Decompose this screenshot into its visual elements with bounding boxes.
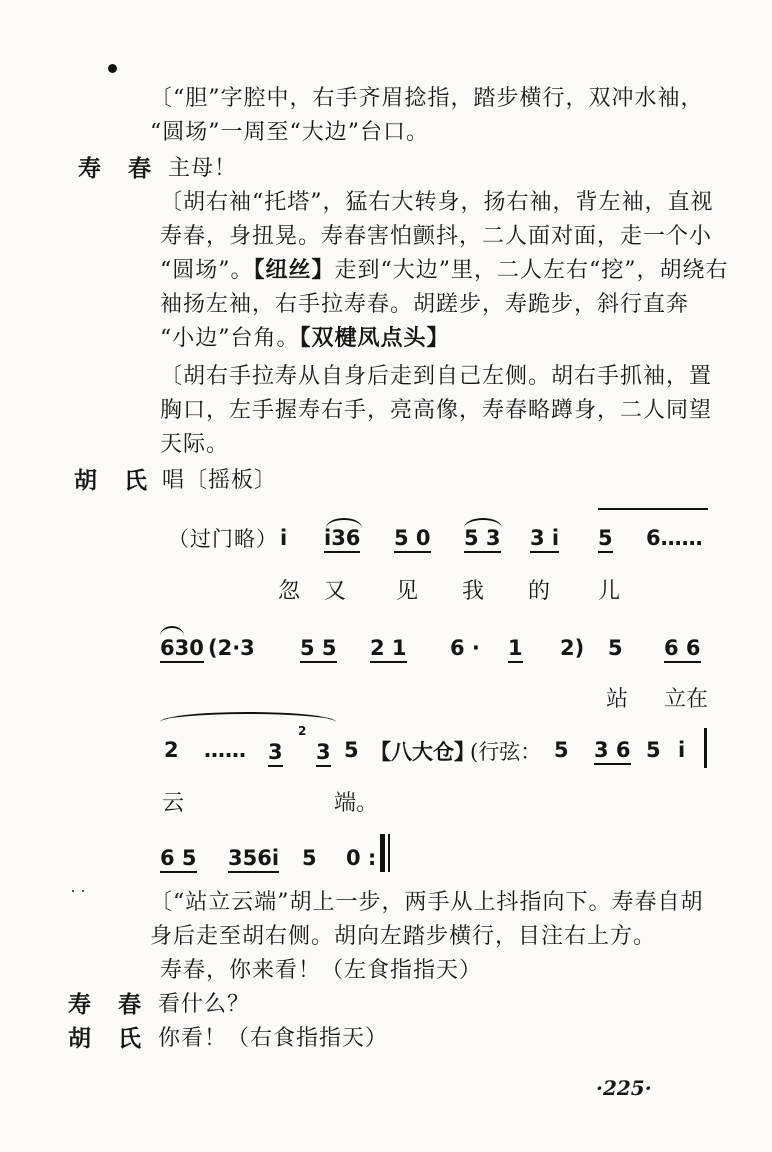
bar-line bbox=[704, 728, 707, 768]
music-cue: 【双楗凤点头】 bbox=[299, 326, 450, 351]
speaker-name: 胡 氏 bbox=[74, 468, 149, 494]
note: 3 bbox=[316, 740, 331, 767]
phrase-slur bbox=[598, 508, 708, 510]
stage-direction-line: 天际。 bbox=[160, 432, 230, 457]
note: 630 bbox=[160, 636, 204, 663]
note: 2 1 bbox=[370, 636, 407, 663]
stage-direction-line bbox=[160, 258, 729, 284]
stage-direction-line: 袖扬左袖，右手拉寿春。胡蹉步，寿跪步，斜行直奔 bbox=[160, 292, 690, 317]
note: 1 bbox=[508, 636, 523, 663]
stage-direction-line: 〔“胆”字腔中，右手齐眉捻指，踏步横行，双冲水袖， bbox=[150, 86, 704, 111]
stage-direction-line: 身后走至胡右侧。胡向左踏步横行，目注右上方。 bbox=[150, 924, 657, 949]
note: 3 i bbox=[530, 526, 559, 553]
note: i bbox=[678, 738, 686, 762]
stage-direction-line: “圆场”一周至“大边”台口。 bbox=[150, 120, 429, 145]
note: 5 bbox=[608, 636, 623, 660]
lyric: 又 bbox=[324, 579, 347, 604]
note: i36 bbox=[324, 526, 360, 553]
repeat-bar-line bbox=[380, 834, 385, 872]
dialogue-text: 唱〔摇板〕 bbox=[162, 468, 278, 493]
note: 5 bbox=[344, 738, 359, 762]
lyric: 忽 bbox=[278, 579, 301, 604]
lyric: 我 bbox=[462, 579, 485, 604]
lyric: 端。 bbox=[334, 791, 379, 816]
slur bbox=[160, 712, 336, 722]
dialogue-text: 看什么？ bbox=[158, 992, 251, 1017]
note: 2 bbox=[164, 738, 179, 762]
direction-text: “圆场”。 bbox=[160, 258, 254, 283]
note: i bbox=[280, 526, 288, 550]
direction-text: 走到“大边”里，二人左右“挖”，胡绕右 bbox=[334, 258, 729, 283]
music-cue: 【纽丝】 bbox=[253, 258, 335, 283]
note: 356i bbox=[228, 846, 279, 873]
stage-direction-line: 胸口，左手握寿右手，亮高像，寿春略蹲身，二人同望 bbox=[160, 398, 713, 423]
score-prefix: （过门略） bbox=[168, 527, 278, 551]
note: 3 bbox=[268, 740, 283, 767]
music-cue: 【八大仓】 bbox=[370, 740, 475, 764]
ink-dot bbox=[108, 64, 117, 73]
stage-direction-line: 寿春，身扭晃。寿春害怕颤抖，二人面对面，走一个小 bbox=[160, 224, 713, 249]
note: 2) bbox=[560, 636, 585, 660]
ink-speck bbox=[82, 890, 84, 892]
note: 6…… bbox=[646, 526, 703, 550]
lyric: 云 bbox=[162, 791, 185, 816]
score-prefix: (行弦： bbox=[470, 740, 542, 764]
speaker-name: 寿 春 bbox=[78, 156, 153, 182]
grace-note: 2 bbox=[298, 724, 307, 738]
note: 5 0 bbox=[394, 526, 431, 553]
stage-direction-line bbox=[160, 326, 450, 352]
stage-direction-line: 〔胡右手拉寿从自身后走到自己左侧。胡右手抓袖，置 bbox=[160, 364, 713, 389]
bullet-dot: · bbox=[596, 1076, 603, 1100]
page-number bbox=[596, 1076, 652, 1100]
lyric: 的 bbox=[528, 579, 551, 604]
direction-text: “小边”台角。 bbox=[160, 326, 300, 351]
ink-speck bbox=[72, 890, 74, 892]
lyric: 站 bbox=[606, 687, 629, 712]
note: 5 bbox=[554, 738, 569, 762]
dialogue-text: 主母！ bbox=[168, 156, 238, 181]
note: (2·3 bbox=[208, 636, 255, 660]
stage-direction-line: 〔“站立云端”胡上一步，两手从上抖指向下。寿春自胡 bbox=[150, 890, 704, 915]
bullet-dot: · bbox=[644, 1076, 652, 1100]
note: 6 6 bbox=[664, 636, 701, 663]
dialogue-text: 你看！（右食指指天） bbox=[158, 1026, 389, 1051]
note: 6 · bbox=[450, 636, 480, 660]
note: 3 6 bbox=[594, 738, 631, 765]
note: 5 bbox=[302, 846, 317, 870]
lyric: 儿 bbox=[598, 579, 621, 604]
note: 5 bbox=[646, 738, 661, 762]
note: 5 bbox=[598, 526, 613, 553]
page-number-value: 225 bbox=[602, 1076, 645, 1100]
note: 5 5 bbox=[300, 636, 337, 663]
note: 5 3 bbox=[464, 526, 501, 553]
slur bbox=[160, 626, 184, 636]
note: …… bbox=[204, 738, 246, 762]
dialogue-text: 寿春，你来看！（左食指指天） bbox=[160, 958, 483, 983]
speaker-name: 寿 春 bbox=[68, 992, 143, 1018]
note: 0 : bbox=[346, 846, 377, 870]
lyric: 立在 bbox=[664, 687, 709, 712]
bar-line bbox=[388, 834, 390, 872]
stage-direction-line: 〔胡右袖“托塔”，猛右大转身，扬右袖，背左袖，直视 bbox=[160, 190, 714, 215]
lyric: 见 bbox=[396, 579, 419, 604]
note: 6 5 bbox=[160, 846, 197, 873]
speaker-name: 胡 氏 bbox=[68, 1026, 143, 1052]
